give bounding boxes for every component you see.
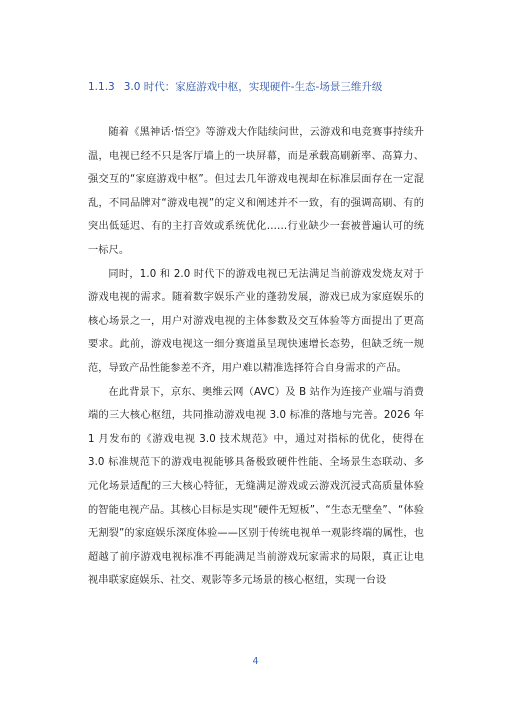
section-heading xyxy=(88,80,428,94)
page-number: 4 xyxy=(252,656,259,667)
body-text xyxy=(88,121,424,593)
paragraph-2: 同时，1.0 和 2.0 时代下的游戏电视已无法满足当前游戏发烧友对于游戏电视的需求。随着数字娱乐产业的蓬勃发展，游戏已成为家庭娱乐的核心场景之一，用户对游戏电视的主体参数及交互体验等方面提出了更高要求。此前，游戏电视这一细分赛道虽呈现快速增长态势，但缺乏统一规范，导致产品性能参差不齐，用户难以精准选择符合自身需求的产品。 xyxy=(88,268,424,374)
section-number: 1.1.3 xyxy=(88,81,115,93)
section-title: 3.0 时代：家庭游戏中枢，实现硬件-生态-场景三维升级 xyxy=(123,81,383,93)
paragraph-1: 随着《黑神话·悟空》等游戏大作陆续问世，云游戏和电竞赛事持续升温，电视已经不只是客厅墙上的一块屏幕，而是承载高刷新率、高算力、强交互的“家庭游戏中枢”。但过去几年游戏电视却在标准层面存在一定混乱，不同品牌对“游戏电视”的定义和阐述并不一致，有的强调高刷、有的突出低延迟、有的主打音效或系统优化……行业缺少一套被普遍认可的统一标尺。 xyxy=(88,127,424,256)
paragraph-3: 在此背景下，京东、奥维云网（AVC）及 B 站作为连接产业端与消费端的三大核心枢纽，共同推动游戏电视 3.0 标准的落地与完善。2026 年 1 月发布的《游戏电视 3.0 技术规范》中，通过对指标的优化，使得在 3.0 标准规范下的游戏电视能够具备极致硬件性能、全场景生态联动、多元化场景适配的三大核心特征，无缝满足游戏或云游戏沉浸式高质量体验的智能电视产品。其核心目标是实现“硬件无短板”、“生态无壁垒”、“体验无割裂”的家庭娱乐深度体验——区别于传统电视单一观影终端的属性，也超越了前序游戏电视标准不再能满足当前游戏玩家需求的局限，真正让电视串联家庭娱乐、社交、观影等多元场景的核心枢纽，实现一台设 xyxy=(88,386,424,587)
